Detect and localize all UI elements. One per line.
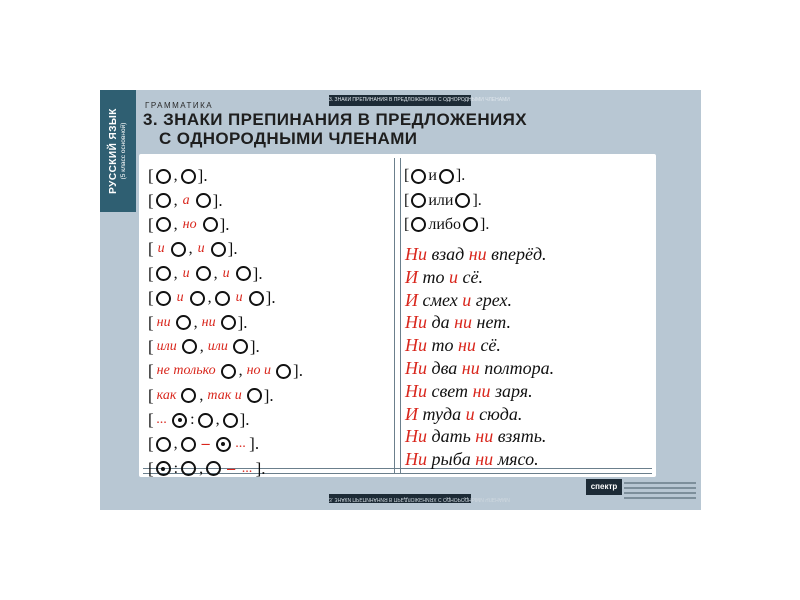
scheme-row: [ , но ]. xyxy=(148,214,230,234)
scheme-row: [ : , – ... ]. xyxy=(148,458,266,478)
circle-icon xyxy=(215,291,230,306)
scheme-row: [ и , и ]. xyxy=(148,239,238,259)
circle-icon xyxy=(156,217,171,232)
circle-icon xyxy=(236,266,251,281)
circle-icon xyxy=(181,437,196,452)
circle-icon xyxy=(411,217,426,232)
subject-label: РУССКИЙ ЯЗЫК xyxy=(107,108,119,194)
scheme-row: [ или ]. xyxy=(404,191,482,209)
circle-icon xyxy=(221,364,236,379)
circle-icon xyxy=(176,315,191,330)
grammar-poster xyxy=(100,90,701,510)
circle-icon xyxy=(249,291,264,306)
right-scheme-column xyxy=(404,164,489,237)
title-line-2: С ОДНОРОДНЫМИ ЧЛЕНАМИ xyxy=(159,129,418,148)
circle-icon xyxy=(439,169,454,184)
idiom-item: И то и сё. xyxy=(405,266,483,287)
circle-icon xyxy=(221,315,236,330)
top-caption-bar: 3. ЗНАКИ ПРЕПИНАНИЯ В ПРЕДЛОЖЕНИЯХ С ОДНОРОДНЫМИ ЧЛЕНАМИ xyxy=(329,95,471,106)
idiom-item: Ни два ни полтора. xyxy=(405,357,555,378)
circle-icon xyxy=(211,242,226,257)
generalizing-word-icon xyxy=(172,413,187,428)
idiom-item: Ни взад ни вперёд. xyxy=(405,244,547,264)
publisher-info xyxy=(624,479,696,503)
circle-icon xyxy=(455,193,470,208)
circle-icon xyxy=(156,266,171,281)
idiom-item: Ни дать ни взять. xyxy=(405,426,547,447)
circle-icon xyxy=(203,217,218,232)
idiom-item: И смех и грех. xyxy=(405,289,512,310)
circle-icon xyxy=(171,242,186,257)
grade-label: (5 класс основной) xyxy=(119,122,127,180)
circle-icon xyxy=(156,169,171,184)
scheme-row: [ ... : , ]. xyxy=(148,410,250,430)
circle-icon xyxy=(181,169,196,184)
circle-icon xyxy=(223,413,238,428)
circle-icon xyxy=(411,169,426,184)
idiom-list xyxy=(405,243,554,471)
column-divider xyxy=(394,158,401,473)
circle-icon xyxy=(463,217,478,232)
idiom-item: Ни рыба ни мясо. xyxy=(405,449,539,470)
circle-icon xyxy=(156,193,171,208)
circle-icon xyxy=(182,339,197,354)
scheme-row: [ либо ]. xyxy=(404,215,490,233)
circle-icon xyxy=(198,413,213,428)
idiom-item: Ни свет ни заря. xyxy=(405,380,533,401)
scheme-row: [ и , и ]. xyxy=(148,288,276,308)
scheme-row: [ , и , и ]. xyxy=(148,263,263,283)
circle-icon xyxy=(196,193,211,208)
generalizing-word-icon xyxy=(216,437,231,452)
idiom-item: Ни да ни нет. xyxy=(405,312,511,333)
scheme-row: [ ни , ни ]. xyxy=(148,312,248,332)
scheme-row: [ или , или ]. xyxy=(148,336,260,356)
scheme-row: [ , а ]. xyxy=(148,190,223,210)
scheme-row: [ , ]. xyxy=(148,166,208,186)
bottom-caption-bar: 3. ЗНАКИ ПРЕПИНАНИЯ В ПРЕДЛОЖЕНИЯХ С ОДНОРОДНЫМИ ЧЛЕНАМИ xyxy=(329,496,510,502)
left-scheme-column xyxy=(148,164,303,481)
page-title xyxy=(143,110,527,148)
subject-sidebar xyxy=(100,90,136,212)
circle-icon xyxy=(276,364,291,379)
circle-icon xyxy=(156,291,171,306)
section-label: ГРАММАТИКА xyxy=(145,101,214,110)
circle-icon xyxy=(411,193,426,208)
idiom-item: Ни то ни сё. xyxy=(405,335,501,356)
circle-icon xyxy=(233,339,248,354)
circle-icon xyxy=(181,388,196,403)
scheme-row: [ как , так и ]. xyxy=(148,385,274,405)
scheme-row: [ , – ... ]. xyxy=(148,434,260,454)
publisher-logo: спектр xyxy=(586,479,622,495)
circle-icon xyxy=(247,388,262,403)
content-panel xyxy=(139,154,656,477)
circle-icon xyxy=(206,461,221,476)
scheme-row: [ не только , но и ]. xyxy=(148,361,303,381)
circle-icon xyxy=(190,291,205,306)
circle-icon xyxy=(181,461,196,476)
scheme-row: [ и ]. xyxy=(404,167,466,185)
idiom-item: И туда и сюда. xyxy=(405,403,523,424)
circle-icon xyxy=(156,437,171,452)
circle-icon xyxy=(196,266,211,281)
generalizing-word-icon xyxy=(156,461,171,476)
title-line-1: 3. ЗНАКИ ПРЕПИНАНИЯ В ПРЕДЛОЖЕНИЯХ xyxy=(143,110,528,129)
